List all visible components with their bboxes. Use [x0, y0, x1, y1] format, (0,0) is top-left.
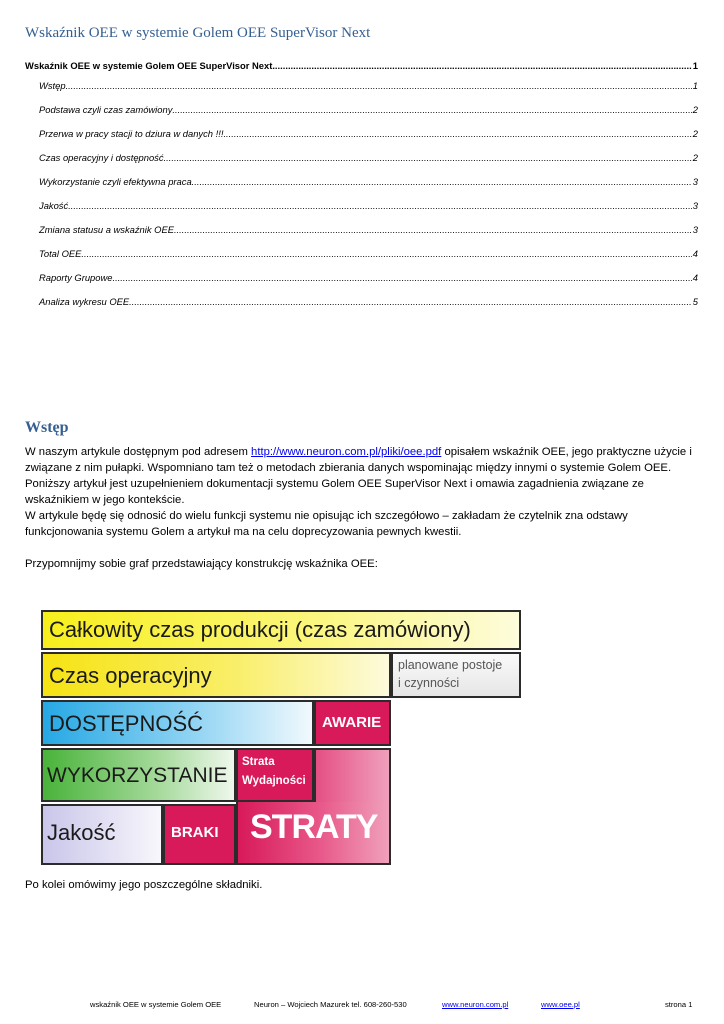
box-failures	[314, 700, 391, 746]
label-operating-time: Czas operacyjny	[49, 663, 212, 688]
toc-entry-page: 2	[692, 152, 698, 163]
toc-entry-label: Przerwa w pracy stacji to dziura w danych !!!	[39, 128, 224, 139]
label-planned-stops-1: planowane postoje	[398, 658, 503, 672]
toc-entry-wykorzystanie[interactable]	[25, 176, 698, 188]
box-quality	[41, 804, 163, 865]
box-utilization	[41, 748, 236, 802]
oee-diagram	[38, 608, 524, 866]
label-failures: AWARIE	[322, 714, 382, 731]
toc-entry-wstep[interactable]	[25, 80, 698, 92]
toc-entry-page: 4	[692, 272, 698, 283]
toc-entry-jakosc[interactable]	[25, 200, 698, 212]
label-defects: BRAKI	[171, 824, 219, 841]
toc-entry-label: Podstawa czyli czas zamówiony	[39, 104, 173, 115]
section-body	[25, 444, 700, 572]
label-total-time: Całkowity czas produkcji (czas zamówiony)	[49, 617, 471, 642]
toc-entry-page: 1	[692, 60, 698, 71]
box-operating-time	[41, 652, 391, 698]
box-total-time	[41, 610, 521, 650]
toc-entry-przerwa[interactable]	[25, 128, 698, 140]
footer-contact: Neuron – Wojciech Mazurek tel. 608-260-530	[254, 1000, 407, 1009]
toc-entry-label: Raporty Grupowe	[39, 272, 113, 283]
label-quality: Jakość	[47, 820, 116, 845]
toc-entry-page: 2	[692, 128, 698, 139]
paragraph-scope: W artykule będę się odnosić do wielu funkcji systemu nie opisując ich szczegółowo – zakładam że czytelnik zna odstawy funkcjonowania systemu Golem a artykuł ma na celu doprecyzowania pewnych kwestii.	[25, 510, 628, 538]
box-defects	[163, 804, 236, 865]
toc-entry-label: Wskaźnik OEE w systemie Golem OEE SuperVisor Next	[25, 60, 273, 71]
box-performance-loss	[236, 748, 314, 802]
toc-entry-zmiana-statusu[interactable]	[25, 224, 698, 236]
toc-entry-page: 2	[692, 104, 698, 115]
toc-entry-page: 4	[692, 248, 698, 259]
toc-entry-label: Czas operacyjny i dostępność	[39, 152, 164, 163]
label-losses: STRATY	[250, 808, 378, 846]
label-availability: DOSTĘPNOŚĆ	[49, 711, 204, 736]
toc-entry-page: 3	[692, 224, 698, 235]
document-title: Wskaźnik OEE w systemie Golem OEE SuperVisor Next	[25, 25, 371, 41]
box-losses-lower	[236, 802, 391, 865]
toc-entry-label: Analiza wykresu OEE	[39, 296, 130, 307]
label-performance-loss-2: Wydajności	[242, 775, 306, 787]
paragraph-intro	[25, 444, 700, 476]
footer-link-neuron[interactable]: www.neuron.com.pl	[442, 1000, 509, 1009]
toc-entry-page: 3	[692, 200, 698, 211]
label-planned-stops-2: i czynności	[398, 676, 460, 690]
toc-entry-label: Wykorzystanie czyli efektywna praca	[39, 176, 192, 187]
box-availability	[41, 700, 314, 746]
section-heading: Wstęp	[25, 419, 69, 436]
toc-entry-label: Total OEE	[39, 248, 82, 259]
label-performance-loss-1: Strata	[242, 756, 275, 768]
table-of-contents	[25, 60, 698, 308]
paragraph-diagram-intro: Przypomnijmy sobie graf przedstawiający konstrukcję wskaźnika OEE:	[25, 558, 378, 570]
footer-link-oee[interactable]: www.oee.pl	[541, 1000, 580, 1009]
paragraph-after-diagram: Po kolei omówimy jego poszczególne składniki.	[25, 879, 263, 891]
label-utilization: WYKORZYSTANIE	[47, 764, 228, 787]
toc-entry-podstawa[interactable]	[25, 104, 698, 116]
box-planned-stops	[391, 652, 521, 698]
toc-entry-label: Zmiana statusu a wskaźnik OEE	[39, 224, 174, 235]
paragraph-supplement: Poniższy artykuł jest uzupełnieniem dokumentacji systemu Golem OEE SuperVisor Next i omawia zagadnienia związane ze wskaźnikiem w jego kontekście.	[25, 478, 644, 506]
oee-pdf-link[interactable]: http://www.neuron.com.pl/pliki/oee.pdf	[251, 446, 442, 458]
toc-entry-page: 3	[692, 176, 698, 187]
toc-entry-total-oee[interactable]	[25, 248, 698, 260]
paragraph-text: W naszym artykule dostępnym pod adresem	[25, 446, 252, 458]
toc-entry-raporty[interactable]	[25, 272, 698, 284]
toc-entry-label: Jakość	[39, 200, 69, 211]
footer-page-number: strona 1	[665, 1000, 693, 1009]
toc-entry-main[interactable]	[25, 60, 698, 72]
toc-entry-czas-operacyjny[interactable]	[25, 152, 698, 164]
footer-left: wskaźnik OEE w systemie Golem OEE	[90, 1000, 222, 1009]
toc-entry-page: 5	[692, 296, 698, 307]
toc-entry-analiza[interactable]	[25, 296, 698, 308]
paragraph-text: opisałem wskaźnik OEE, jego praktyczne użycie i związane z nim pułapki. Wspomniano tam też o metodach zbierania danych wspominając między innymi o systemie Golem OEE.	[25, 446, 692, 474]
toc-entry-page: 1	[692, 80, 698, 91]
toc-entry-label: Wstęp	[39, 80, 66, 91]
